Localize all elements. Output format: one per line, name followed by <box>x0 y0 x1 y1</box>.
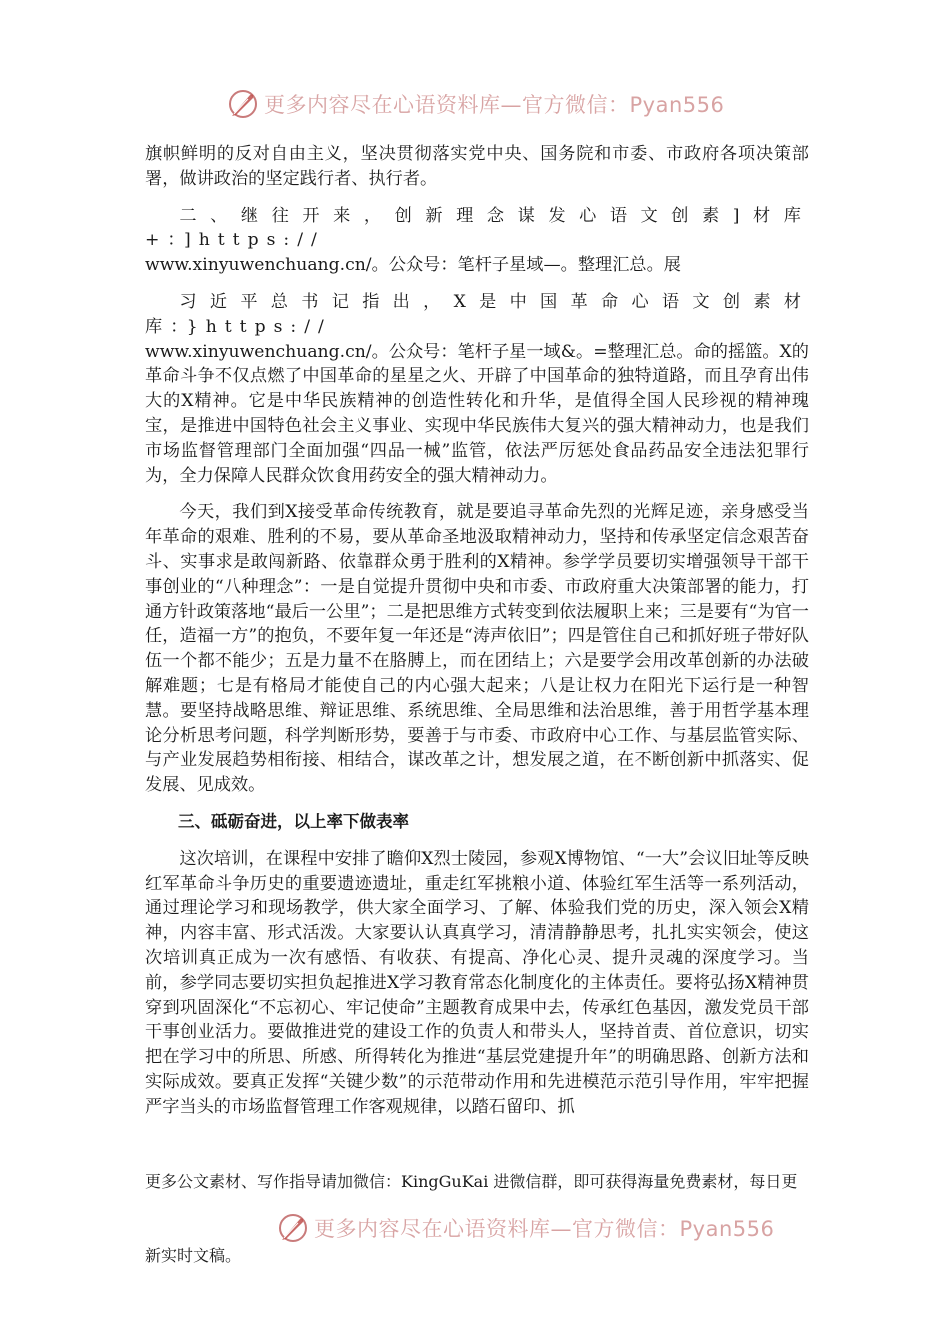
section-3-heading: 三、砥砺奋进，以上率下做表率 <box>178 811 409 831</box>
section-2-heading-continuation: www.xinyuwenchuang.cn/。公众号：笔杆子星域—。整理汇总。展 <box>145 255 681 276</box>
top-watermark-banner <box>0 84 950 124</box>
paragraph-1-body: www.xinyuwenchuang.cn/。公众号：笔杆子星一域&。=整理汇总。命的摇篮。X的革命斗争不仅点燃了中国革命的星星之火、开辟了中国革命的独特道路，而且孕育出伟大的X精神。它是中华民族精神的创造性转化和升华，是值得全国人民珍视的精神瑰宝，是推进中国特色社会主义事业、实现中华民族伟大复兴的强大精神动力，也是我们市场监督管理部门全面加强“四品一械”监管，依法严厉惩处食品药品安全违法犯罪行为，全力保障人民群众饮食用药安全的强大精神动力。 <box>145 341 809 486</box>
paragraph-3: 这次培训，在课程中安排了瞻仰X烈士陵园，参观X博物馆、“一大”会议旧址等反映红军革命斗争历史的重要遗迹遗址，重走红军挑粮小道、体验红军生活等一系列活动，通过理论学习和现场教学，供大家全面学习、了解、体验我们党的历史，深入领会X精神，内容丰富、形式活泼。大家要认认真真学习，清清静静思考，扎扎实实领会，使这次培训真正成为一次有感悟、有收获、有提高、净化心灵、提升灵魂的深度学习。当前，参学同志要切实担负起推进X学习教育常态化制度化的主体责任。要将弘扬X精神贯穿到巩固深化“不忘初心、牢记使命”主题教育成果中去，传承红色基因，激发党员干部干事创业活力。要做推进党的建设工作的负责人和带头人，坚持首责、首位意识，切实把在学习中的所思、所感、所得转化为推进“基层党建提升年”的明确思路、创新方法和实际成效。要真正发挥“关键少数”的示范带动作用和先进模范示范引导作用，牢牢把握严字当头的市场监督管理工作客观规律，以踏石留印、抓 <box>145 848 809 1117</box>
paragraph-1-first-line: 习近平总书记指出，X是中国革命心语文创素材库：}https:// <box>145 291 809 337</box>
bottom-watermark-banner <box>0 1208 950 1248</box>
watermark-text: 更多内容尽在心语资料库—官方微信：Pyan556 <box>264 93 725 117</box>
document-body <box>145 142 809 1119</box>
section-2-heading: 二、继往开来，创新理念谋发心语文创素]材库+：]https:// <box>145 205 809 251</box>
paragraph-2: 今天，我们到X接受革命传统教育，就是要追寻革命先烈的光辉足迹，亲身感受当年革命的艰难、胜利的不易，要从革命圣地汲取精神动力，坚持和传承坚定信念艰苦奋斗、实事求是敢闯新路、依靠群众勇于胜利的X精神。参学学员要切实增强领导干部干事创业的“八种理念”：一是自觉提升贯彻中央和市委、市政府重大决策部署的能力，打通方针政策落地“最后一公里”；二是把思维方式转变到依法履职上来；三是要有“为官一任，造福一方”的抱负，不要年复一年还是“涛声依旧”；四是管住自己和抓好班子带好队伍一个都不能少；五是力量不在胳膊上，而在团结上；六是要学会用改革创新的办法破解难题；七是有格局才能使自己的内心强大起来；八是让权力在阳光下运行是一种智慧。要坚持战略思维、辩证思维、系统思维、全局思维和法治思维，善于用哲学基本理论分析思考问题，科学判断形势，要善于与市委、市政府中心工作、与基层监管实际、与产业发展趋势相衔接、相结合，谋改革之计，想发展之道，在不断创新中抓落实、促发展、见成效。 <box>145 502 809 796</box>
footer-note-end: 新实时文稿。 <box>145 1246 242 1265</box>
watermark-text: 更多内容尽在心语资料库—官方微信：Pyan556 <box>314 1217 775 1241</box>
feather-pen-logo-icon <box>276 1211 310 1245</box>
feather-pen-logo-icon <box>226 87 260 121</box>
intro-fragment: 旗帜鲜明的反对自由主义，坚决贯彻落实党中央、国务院和市委、市政府各项决策部署，做讲政治的坚定践行者、执行者。 <box>145 144 809 189</box>
footer-note: 更多公文素材、写作指导请加微信：KingGuKai 进微信群，即可获得海量免费素材，每日更 <box>145 1172 798 1191</box>
